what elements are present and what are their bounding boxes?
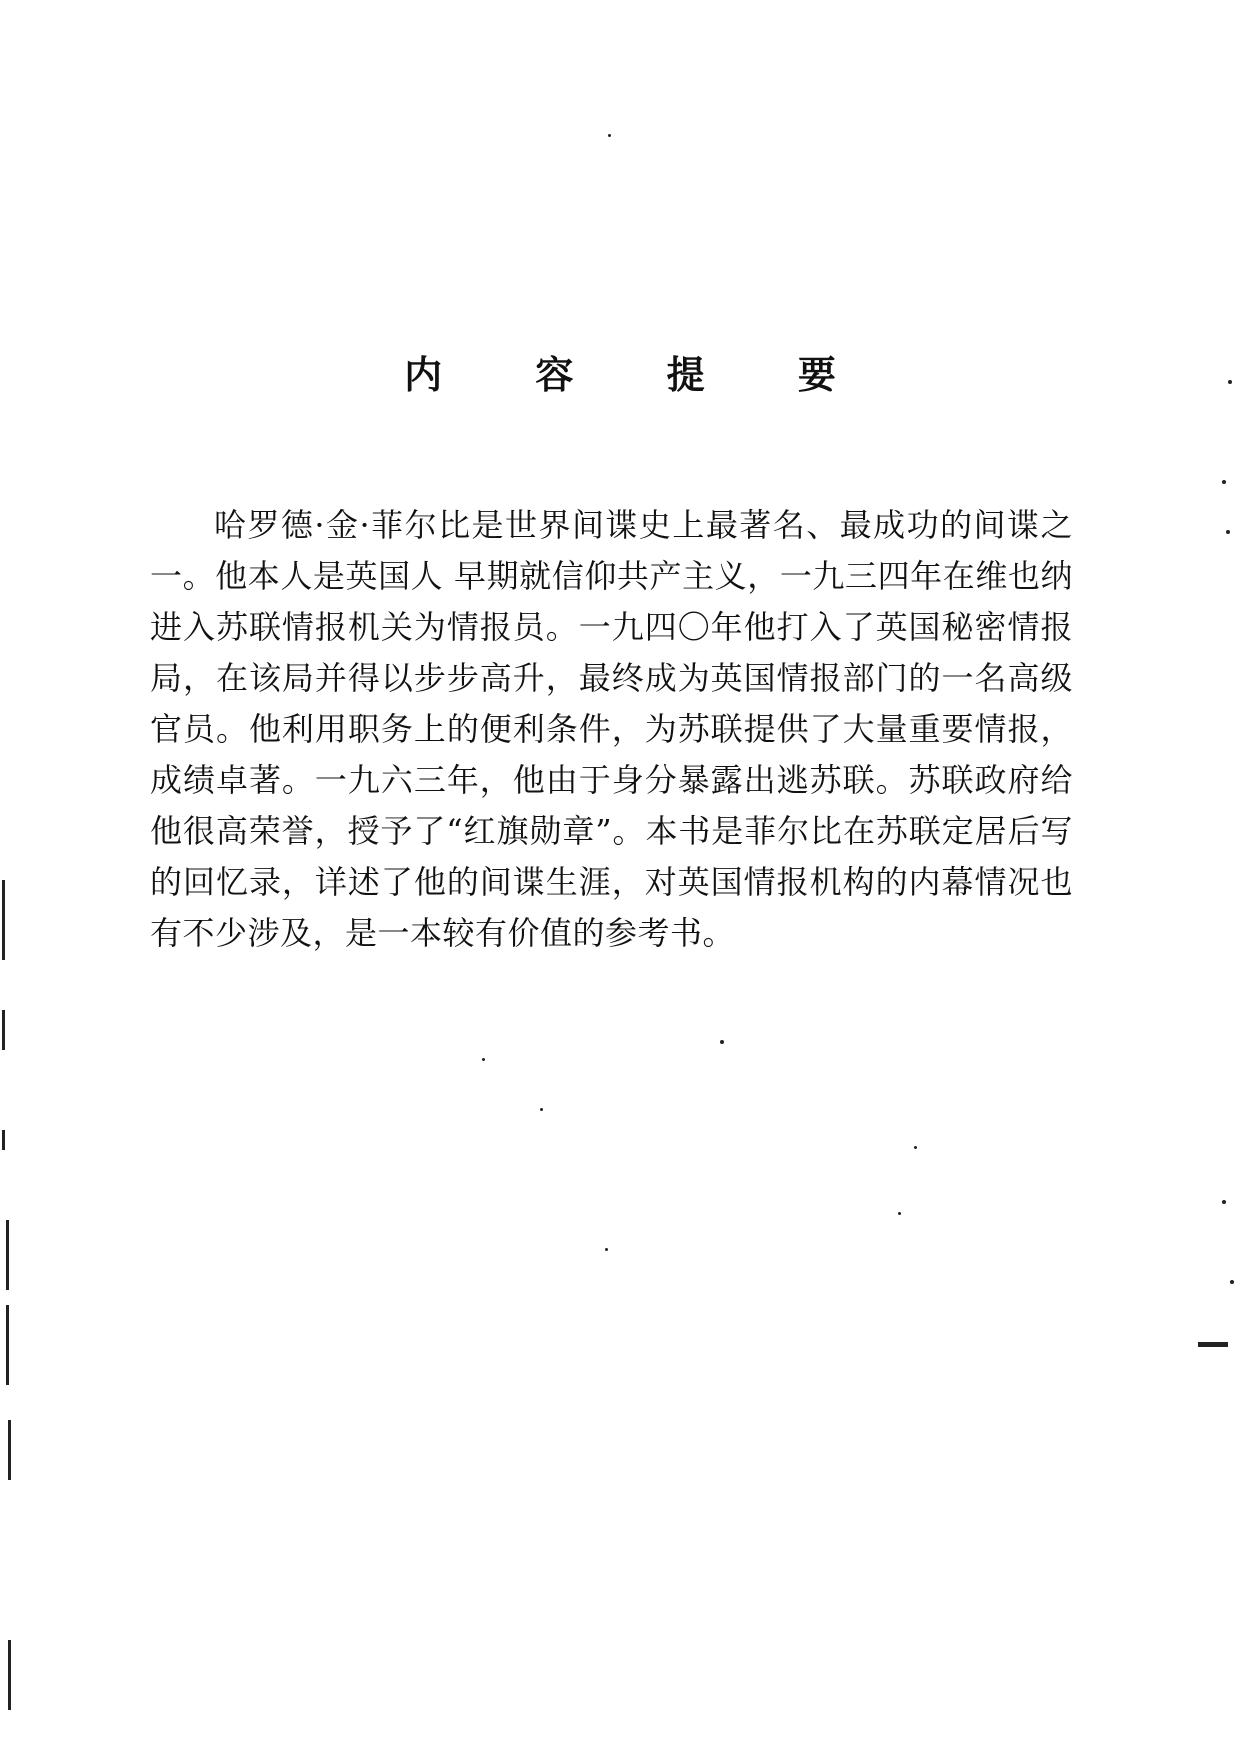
scan-mark-left-6 (8, 1420, 11, 1480)
scan-mark-left-7 (8, 1640, 11, 1710)
scan-mark-center-1 (608, 134, 611, 137)
scan-mark-left-1 (2, 880, 5, 960)
scan-mark-center-5 (914, 1146, 917, 1149)
scan-mark-center-3 (482, 1058, 485, 1061)
scan-mark-center-4 (540, 1108, 543, 1111)
scan-mark-left-5 (6, 1305, 9, 1385)
scan-mark-left-4 (6, 1220, 9, 1290)
scan-mark-right-5 (1230, 1280, 1234, 1284)
scan-mark-center-6 (898, 1212, 901, 1215)
scan-mark-right-3 (1226, 530, 1230, 534)
scan-mark-center-2 (720, 1040, 724, 1044)
page-title: 内 容 提 要 (404, 352, 876, 397)
scan-mark-right-6 (1198, 1342, 1228, 1347)
summary-paragraph: 哈罗德·金·菲尔比是世界间谍史上最著名、最成功的间谍之一。他本人是英国人 早期就信仰共产主义，一九三四年在维也纳进入苏联情报机关为情报员。一九四〇年他打入了英国秘密情报局，在该局并得以步步高升，最终成为英国情报部门的一名高级官员。他利用职务上的便利条件，为苏联提供了大量重要情报，成绩卓著。一九六三年，他由于身分暴露出逃苏联。苏联政府给他很高荣誉，授予了“红旗勋章”。本书是菲尔比在苏联定居后写的回忆录，详述了他的间谍生涯，对英国情报机构的内幕情况也有不少涉及，是一本较有价值的参考书。 (150, 506, 1073, 952)
scan-mark-right-4 (1222, 1200, 1226, 1204)
scan-mark-left-2 (2, 1010, 5, 1050)
scan-mark-right-2 (1222, 480, 1226, 484)
scan-mark-right-1 (1228, 380, 1232, 384)
scan-mark-left-3 (2, 1130, 5, 1150)
scan-mark-center-7 (605, 1248, 608, 1251)
